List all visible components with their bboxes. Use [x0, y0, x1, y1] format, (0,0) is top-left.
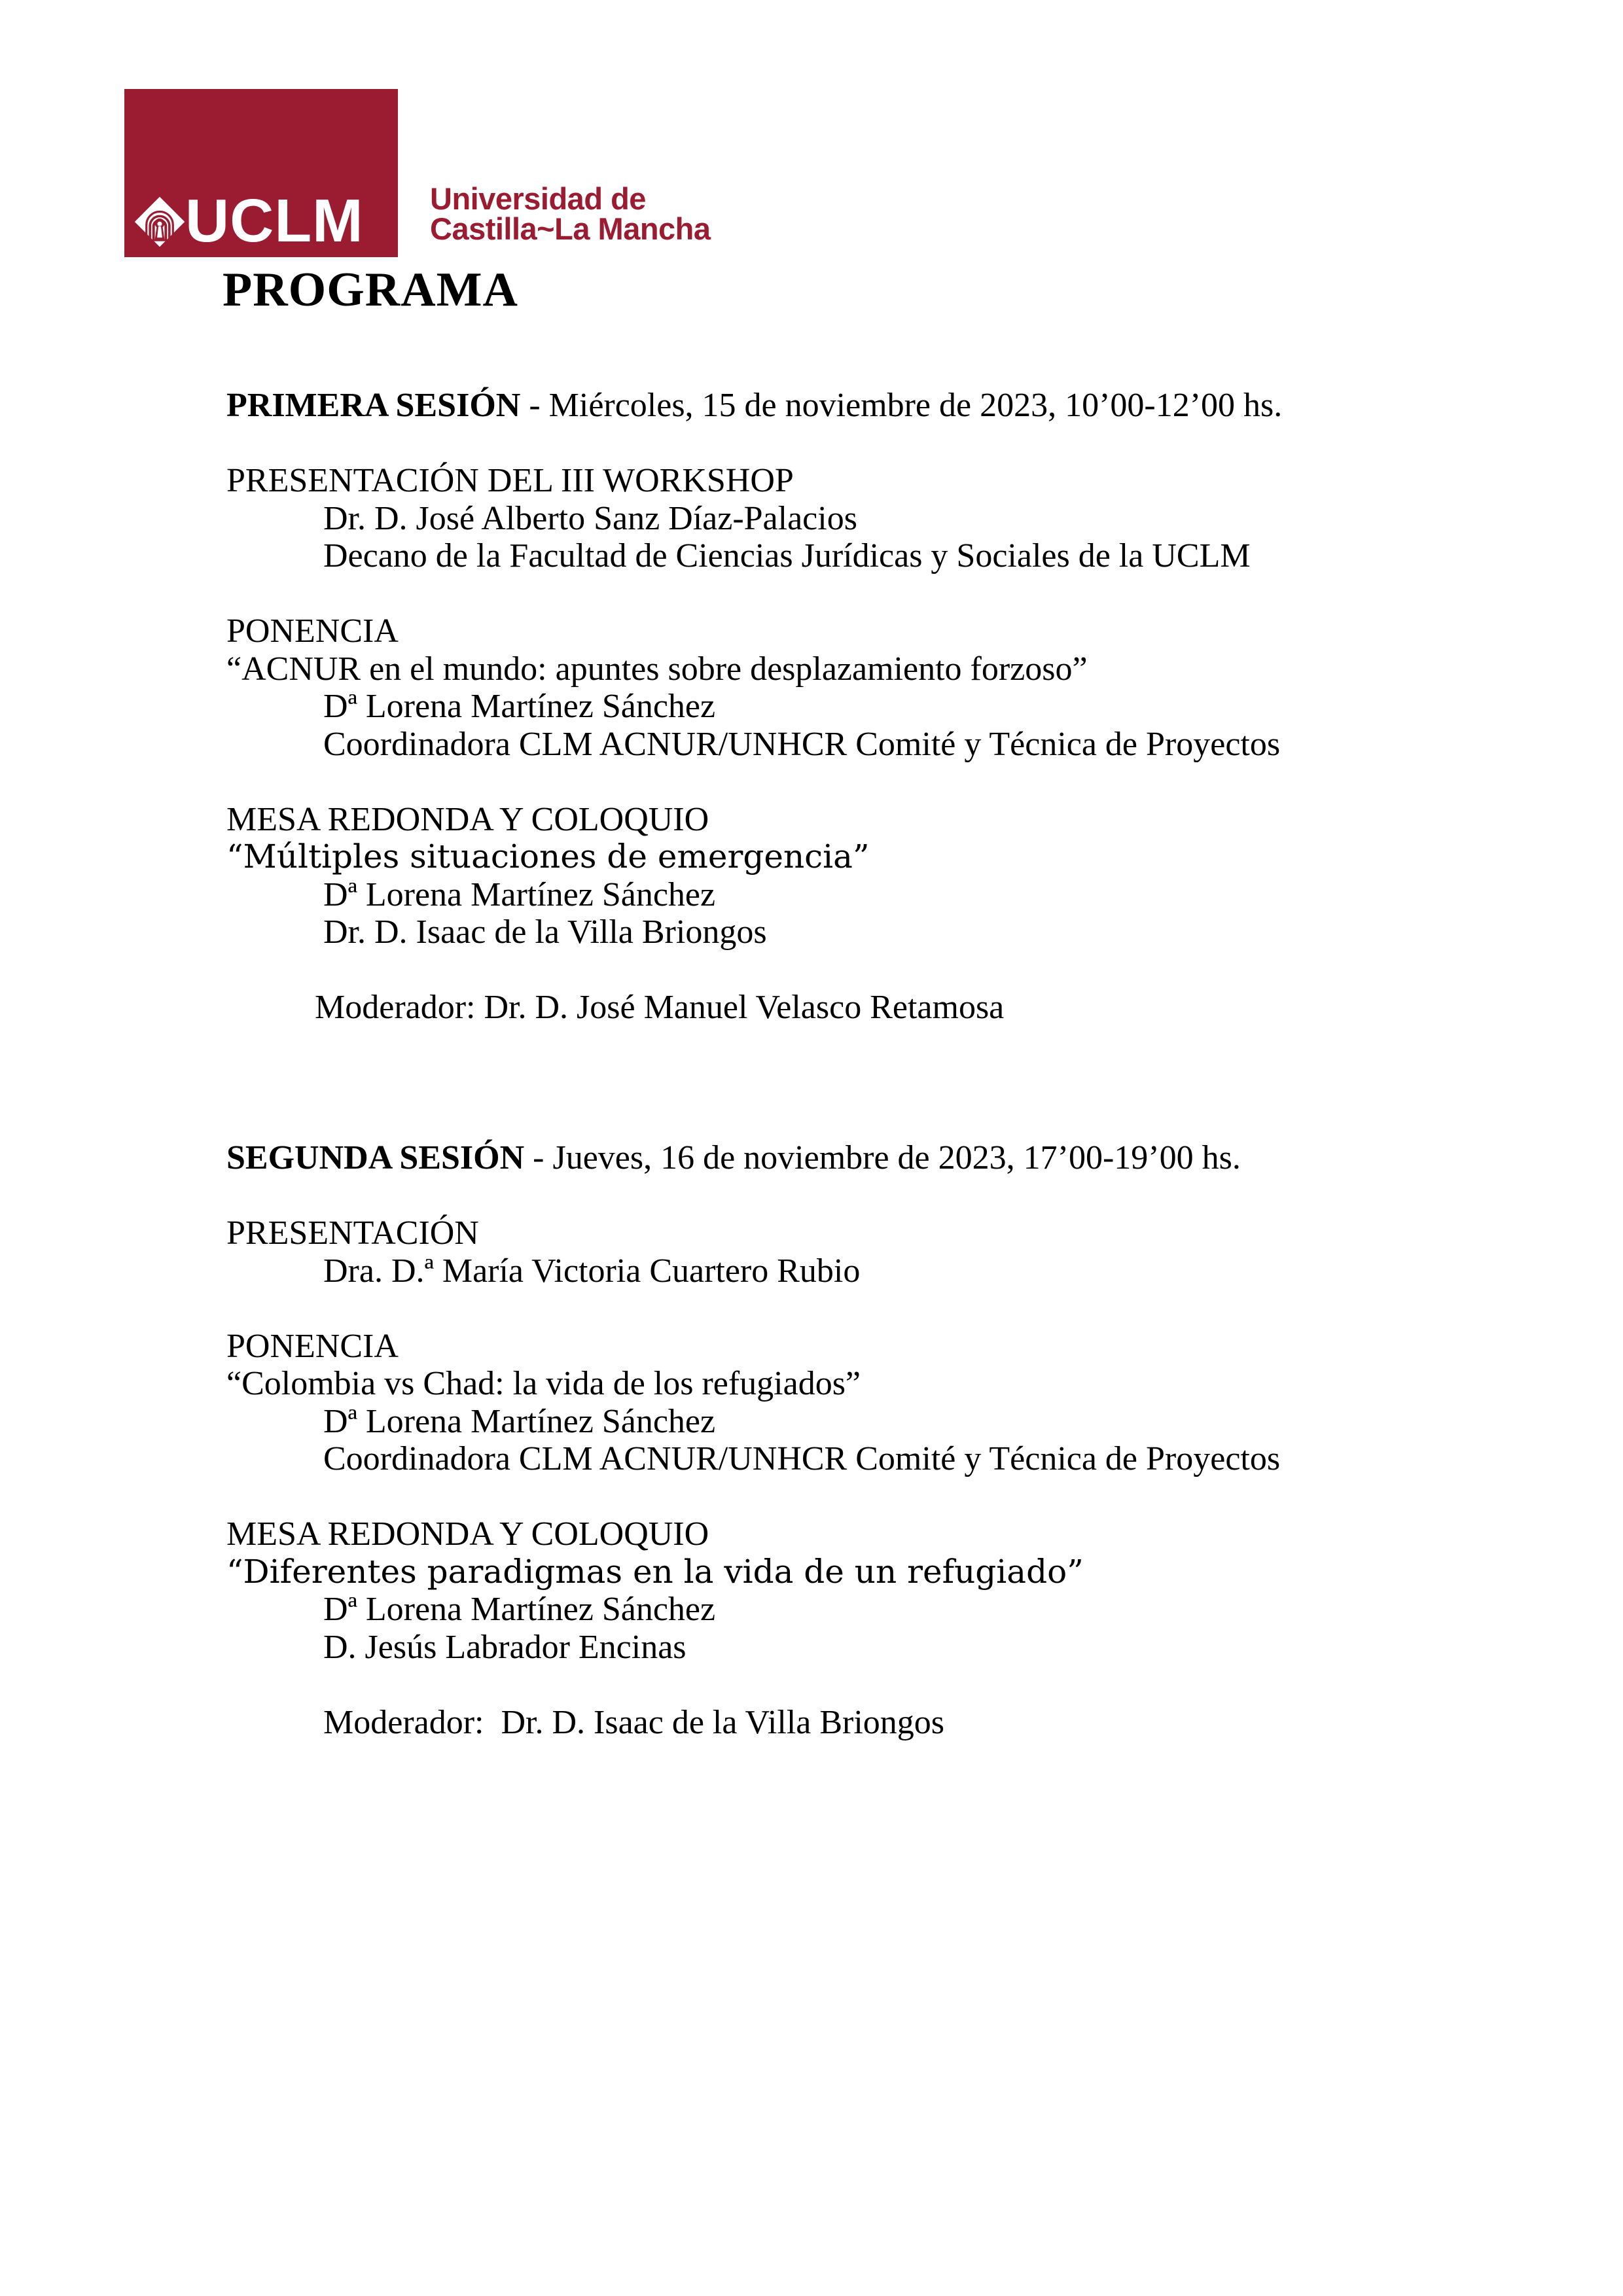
- talk-title: “ACNUR en el mundo: apuntes sobre desplazamiento forzoso”: [226, 650, 1088, 688]
- session-2-block-3-label: MESA REDONDA Y COLOQUIO: [226, 1515, 709, 1553]
- blank-line: [226, 1177, 1398, 1215]
- session-1-moderator: Moderador: Dr. D. José Manuel Velasco Retamosa: [315, 989, 1005, 1026]
- blank-line: [226, 1666, 1398, 1704]
- uclm-arch-diamond-icon: [134, 196, 185, 247]
- person-line: Dª Lorena Martínez Sánchez: [323, 875, 716, 913]
- person-line: Dª Lorena Martínez Sánchez: [323, 688, 716, 725]
- session-1-heading-rest: - Miércoles, 15 de noviembre de 2023, 10’00-12’00 hs.: [520, 387, 1283, 424]
- session-2-heading: [226, 1139, 1398, 1177]
- person-line: Dª Lorena Martínez Sánchez: [323, 1591, 716, 1628]
- person-line: Dr. D. Isaac de la Villa Briongos: [323, 913, 767, 951]
- session-1-block-3-label: MESA REDONDA Y COLOQUIO: [226, 800, 709, 838]
- blank-line: [226, 1064, 1398, 1102]
- blank-line: [226, 951, 1398, 989]
- talk-title: “Múltiples situaciones de emergencia”: [226, 838, 870, 875]
- session-2-heading-rest: - Jueves, 16 de noviembre de 2023, 17’00-19’00 hs.: [524, 1139, 1241, 1176]
- talk-title: “Diferentes paradigmas en la vida de un refugiado”: [226, 1552, 1084, 1591]
- blank-line: [226, 1290, 1398, 1328]
- person-line: Dra. D.ª María Victoria Cuartero Rubio: [323, 1252, 861, 1290]
- person-line: Coordinadora CLM ACNUR/UNHCR Comité y Técnica de Proyectos: [323, 725, 1281, 763]
- person-line: Decano de la Facultad de Ciencias Jurídicas y Sociales de la UCLM: [323, 537, 1251, 574]
- blank-line: [226, 763, 1398, 801]
- session-1-block-1-label: PRESENTACIÓN DEL III WORKSHOP: [226, 462, 794, 499]
- person-line: Coordinadora CLM ACNUR/UNHCR Comité y Técnica de Proyectos: [323, 1440, 1281, 1477]
- session-2-moderator: Moderador: Dr. D. Isaac de la Villa Briongos: [323, 1703, 945, 1741]
- person-line: Dr. D. José Alberto Sanz Díaz-Palacios: [323, 499, 857, 537]
- blank-line: [226, 425, 1398, 463]
- blank-line: [226, 1102, 1398, 1140]
- blank-line: [226, 1027, 1398, 1065]
- session-2-heading-bold: SEGUNDA SESIÓN: [226, 1139, 525, 1176]
- blank-line: [226, 575, 1398, 613]
- person-line: Dª Lorena Martínez Sánchez: [323, 1402, 716, 1440]
- person-line: D. Jesús Labrador Encinas: [323, 1628, 687, 1666]
- session-2-block-1-label: PRESENTACIÓN: [226, 1214, 479, 1252]
- session-1-block-2-label: PONENCIA: [226, 612, 399, 650]
- session-1-heading-bold: PRIMERA SESIÓN: [226, 387, 521, 424]
- university-name: [430, 181, 711, 246]
- talk-title: “Colombia vs Chad: la vida de los refugiados”: [226, 1365, 861, 1402]
- blank-line: [226, 1478, 1398, 1516]
- session-2-block-2-label: PONENCIA: [226, 1327, 399, 1365]
- page-title: PROGRAMA: [223, 263, 518, 317]
- university-name-line1: Universidad de: [430, 181, 646, 216]
- uclm-acronym: UCLM: [185, 186, 364, 255]
- session-1-heading: [226, 387, 1398, 425]
- university-name-line2: Castilla~La Mancha: [430, 211, 711, 246]
- program-content: [226, 387, 1398, 1741]
